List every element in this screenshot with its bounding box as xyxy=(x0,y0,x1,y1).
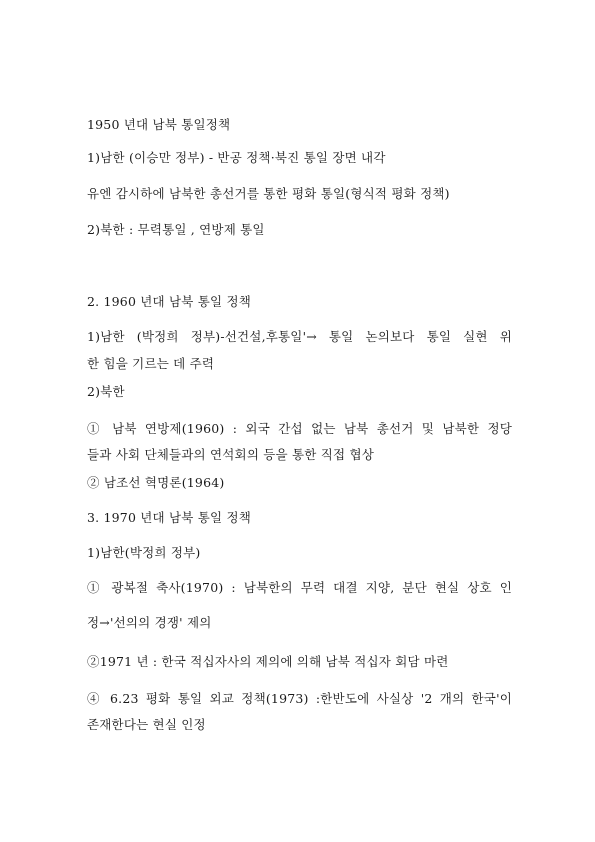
section-1970-south-korea: 1)남한(박정희 정부) xyxy=(87,545,201,560)
section-1970-item-1-line1: ① 광복절 축사(1970) : 남북한의 무력 대결 지양, 분단 현실 상호 인 xyxy=(87,580,512,595)
section-1950-heading: 1950 년대 남북 통일정책 xyxy=(87,117,231,132)
section-1960-item-1-line2: 들과 사회 단체들과의 연석회의 등을 통한 직접 협상 xyxy=(87,447,374,462)
section-1960-south-korea-line1: 1)남한 (박정희 정부)-선건설,후통일'→ 통일 논의보다 통일 실현 위 xyxy=(87,329,512,344)
section-1950-un-election: 유엔 감시하에 남북한 총선거를 통한 평화 통일(형식적 평화 정책) xyxy=(87,186,450,201)
section-1970-heading: 3. 1970 년대 남북 통일 정책 xyxy=(87,510,252,525)
section-1970-item-2: ②1971 년 : 한국 적십자사의 제의에 의해 남북 적십자 회담 마련 xyxy=(87,654,449,669)
section-1970-item-4-line2: 존재한다는 현실 인정 xyxy=(87,717,206,732)
section-1970-item-4-line1: ④ 6.23 평화 통일 외교 정책(1973) :한반도에 사실상 '2 개의 한국'이 xyxy=(87,691,512,706)
section-1950-south-korea: 1)남한 (이승만 정부) - 반공 정책·북진 통일 장면 내각 xyxy=(87,150,386,165)
section-1960-north-korea: 2)북한 xyxy=(87,384,125,399)
section-1960-item-1-line1: ① 남북 연방제(1960) : 외국 간섭 없는 남북 총선거 및 남북한 정당 xyxy=(87,421,512,436)
section-1970-item-1-line2: 정→'선의의 경쟁' 제의 xyxy=(87,615,212,630)
section-1960-item-2: ② 남조선 혁명론(1964) xyxy=(87,475,225,490)
section-1950-north-korea: 2)북한 : 무력통일 , 연방제 통일 xyxy=(87,222,265,237)
section-1960-south-korea-line2: 한 힘을 기르는 데 주력 xyxy=(87,356,215,371)
section-1960-heading: 2. 1960 년대 남북 통일 정책 xyxy=(87,294,252,309)
